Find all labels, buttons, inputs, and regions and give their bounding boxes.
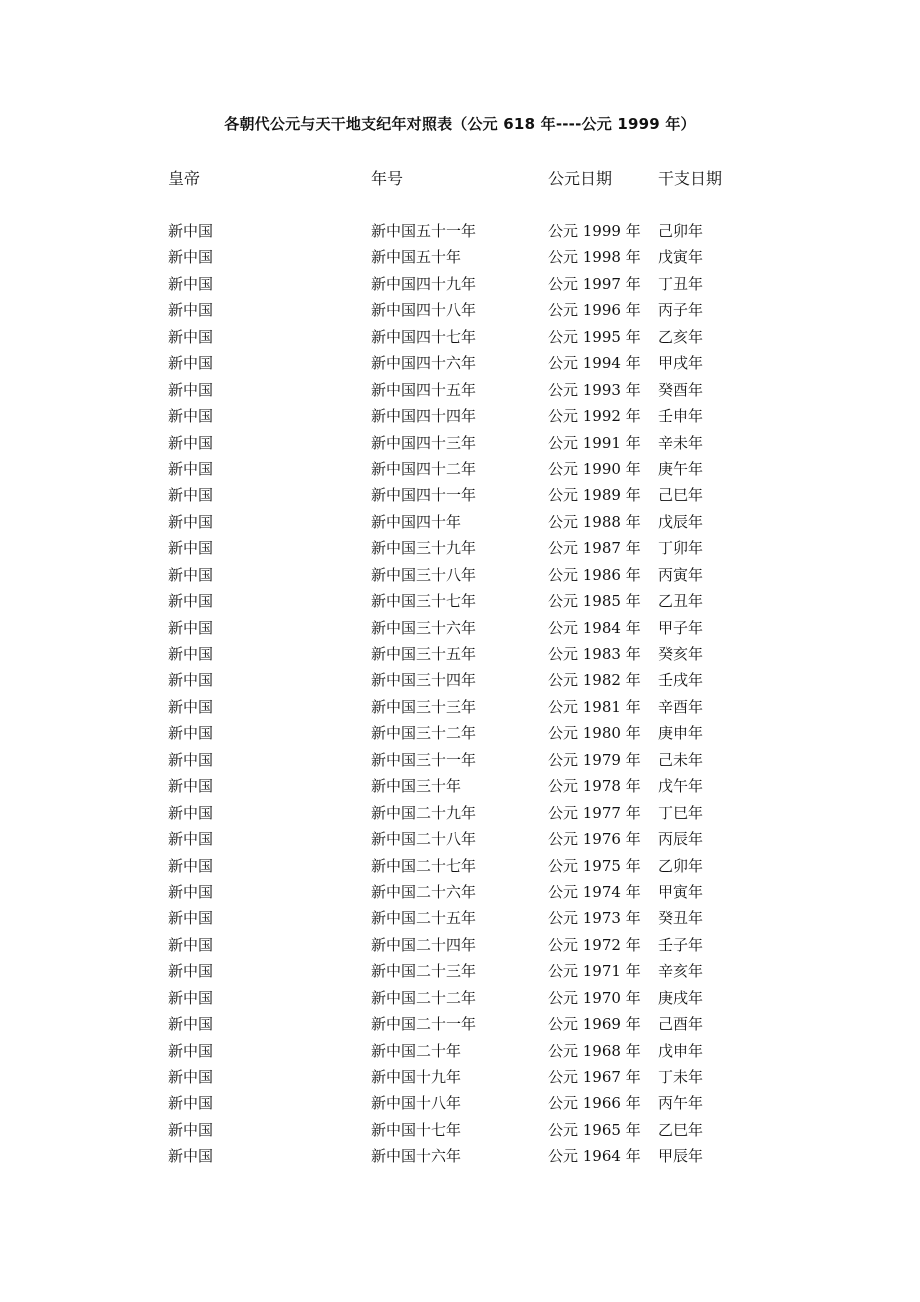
cell-ganzhi: 丁卯年 bbox=[658, 539, 704, 558]
cell-era: 新中国三十七年 bbox=[371, 592, 477, 611]
cell-emperor: 新中国 bbox=[168, 988, 214, 1007]
cell-emperor: 新中国 bbox=[168, 539, 214, 558]
cell-era: 新中国二十七年 bbox=[371, 856, 477, 875]
table-row bbox=[0, 1066, 920, 1092]
cell-emperor: 新中国 bbox=[168, 1120, 214, 1139]
table-row bbox=[0, 246, 920, 272]
cell-ganzhi: 甲子年 bbox=[658, 618, 704, 637]
cell-emperor: 新中国 bbox=[168, 1041, 214, 1060]
cell-era: 新中国四十五年 bbox=[371, 380, 477, 399]
cell-ganzhi: 戊辰年 bbox=[658, 512, 704, 531]
cell-ganzhi: 己酉年 bbox=[658, 1015, 704, 1034]
table-row bbox=[0, 987, 920, 1013]
cell-gregorian: 公元 1968 年 bbox=[548, 1041, 641, 1060]
cell-ganzhi: 戊寅年 bbox=[658, 248, 704, 267]
table-row bbox=[0, 405, 920, 431]
cell-emperor: 新中国 bbox=[168, 750, 214, 769]
cell-emperor: 新中国 bbox=[168, 354, 214, 373]
cell-era: 新中国三十一年 bbox=[371, 750, 477, 769]
cell-era: 新中国四十六年 bbox=[371, 354, 477, 373]
cell-ganzhi: 乙丑年 bbox=[658, 592, 704, 611]
table-row bbox=[0, 881, 920, 907]
cell-era: 新中国四十八年 bbox=[371, 301, 477, 320]
cell-emperor: 新中国 bbox=[168, 274, 214, 293]
cell-emperor: 新中国 bbox=[168, 803, 214, 822]
table-row bbox=[0, 590, 920, 616]
cell-era: 新中国四十三年 bbox=[371, 433, 477, 452]
cell-gregorian: 公元 1978 年 bbox=[548, 777, 641, 796]
cell-gregorian: 公元 1967 年 bbox=[548, 1068, 641, 1086]
table-row bbox=[0, 828, 920, 854]
table-row bbox=[0, 1119, 920, 1145]
cell-gregorian: 公元 1997 年 bbox=[548, 274, 641, 293]
cell-emperor: 新中国 bbox=[168, 645, 214, 663]
cell-era: 新中国二十二年 bbox=[371, 988, 477, 1007]
table-row bbox=[0, 907, 920, 933]
cell-emperor: 新中国 bbox=[168, 486, 214, 505]
cell-emperor: 新中国 bbox=[168, 380, 214, 399]
cell-era: 新中国十八年 bbox=[371, 1094, 462, 1113]
cell-emperor: 新中国 bbox=[168, 248, 214, 267]
cell-gregorian: 公元 1991 年 bbox=[548, 433, 641, 452]
table-row bbox=[0, 1013, 920, 1039]
cell-era: 新中国二十一年 bbox=[371, 1015, 477, 1034]
cell-era: 新中国四十一年 bbox=[371, 486, 477, 505]
table-row bbox=[0, 326, 920, 352]
table-header bbox=[0, 166, 920, 188]
cell-emperor: 新中国 bbox=[168, 830, 214, 849]
cell-gregorian: 公元 1987 年 bbox=[548, 539, 641, 558]
cell-ganzhi: 辛亥年 bbox=[658, 962, 704, 981]
cell-era: 新中国二十三年 bbox=[371, 962, 477, 981]
table-row bbox=[0, 299, 920, 325]
cell-era: 新中国十六年 bbox=[371, 1147, 462, 1166]
cell-era: 新中国四十年 bbox=[371, 512, 462, 531]
cell-emperor: 新中国 bbox=[168, 459, 214, 478]
cell-emperor: 新中国 bbox=[168, 856, 214, 875]
cell-ganzhi: 丁丑年 bbox=[658, 274, 704, 293]
table-row bbox=[0, 669, 920, 695]
cell-gregorian: 公元 1988 年 bbox=[548, 512, 641, 531]
table-row bbox=[0, 458, 920, 484]
cell-gregorian: 公元 1995 年 bbox=[548, 327, 641, 346]
cell-emperor: 新中国 bbox=[168, 565, 214, 584]
table-row bbox=[0, 352, 920, 378]
cell-gregorian: 公元 1972 年 bbox=[548, 935, 641, 954]
cell-gregorian: 公元 1989 年 bbox=[548, 486, 641, 505]
cell-emperor: 新中国 bbox=[168, 592, 214, 611]
cell-gregorian: 公元 1992 年 bbox=[548, 407, 641, 426]
table-row bbox=[0, 220, 920, 246]
cell-era: 新中国二十五年 bbox=[371, 909, 477, 928]
table-row bbox=[0, 722, 920, 748]
table-row bbox=[0, 643, 920, 669]
cell-gregorian: 公元 1964 年 bbox=[548, 1147, 641, 1166]
cell-emperor: 新中国 bbox=[168, 777, 214, 796]
table-row bbox=[0, 564, 920, 590]
cell-gregorian: 公元 1965 年 bbox=[548, 1120, 641, 1139]
cell-gregorian: 公元 1982 年 bbox=[548, 671, 641, 690]
table-row bbox=[0, 934, 920, 960]
cell-ganzhi: 丙子年 bbox=[658, 301, 704, 320]
cell-era: 新中国二十九年 bbox=[371, 803, 477, 822]
table-row bbox=[0, 432, 920, 458]
cell-gregorian: 公元 1970 年 bbox=[548, 988, 641, 1007]
cell-gregorian: 公元 1998 年 bbox=[548, 248, 641, 267]
table-row bbox=[0, 511, 920, 537]
cell-gregorian: 公元 1973 年 bbox=[548, 909, 641, 928]
cell-gregorian: 公元 1983 年 bbox=[548, 645, 641, 663]
table-row bbox=[0, 696, 920, 722]
cell-gregorian: 公元 1969 年 bbox=[548, 1015, 641, 1034]
table-row bbox=[0, 273, 920, 299]
cell-era: 新中国十七年 bbox=[371, 1120, 462, 1139]
cell-gregorian: 公元 1994 年 bbox=[548, 354, 641, 373]
cell-ganzhi: 庚午年 bbox=[658, 459, 704, 478]
cell-ganzhi: 乙亥年 bbox=[658, 327, 704, 346]
table-row bbox=[0, 1145, 920, 1171]
cell-era: 新中国二十八年 bbox=[371, 830, 477, 849]
cell-ganzhi: 己卯年 bbox=[658, 222, 704, 240]
header-emperor: 皇帝 bbox=[168, 169, 201, 188]
cell-ganzhi: 壬子年 bbox=[658, 935, 704, 954]
table-row bbox=[0, 484, 920, 510]
cell-ganzhi: 丙午年 bbox=[658, 1094, 704, 1113]
table-row bbox=[0, 802, 920, 828]
cell-ganzhi: 壬戌年 bbox=[658, 671, 704, 690]
cell-era: 新中国五十年 bbox=[371, 248, 462, 267]
cell-era: 新中国二十年 bbox=[371, 1041, 462, 1060]
cell-ganzhi: 庚戌年 bbox=[658, 988, 704, 1007]
cell-ganzhi: 甲戌年 bbox=[658, 354, 704, 373]
cell-era: 新中国三十二年 bbox=[371, 724, 477, 743]
cell-emperor: 新中国 bbox=[168, 697, 214, 716]
cell-gregorian: 公元 1986 年 bbox=[548, 565, 641, 584]
cell-ganzhi: 丙辰年 bbox=[658, 830, 704, 849]
cell-ganzhi: 壬申年 bbox=[658, 407, 704, 426]
cell-ganzhi: 己巳年 bbox=[658, 486, 704, 505]
cell-emperor: 新中国 bbox=[168, 618, 214, 637]
header-ganzhi: 干支日期 bbox=[658, 169, 723, 188]
cell-era: 新中国四十二年 bbox=[371, 459, 477, 478]
cell-emperor: 新中国 bbox=[168, 935, 214, 954]
cell-emperor: 新中国 bbox=[168, 407, 214, 426]
cell-gregorian: 公元 1974 年 bbox=[548, 882, 641, 901]
cell-ganzhi: 庚申年 bbox=[658, 724, 704, 743]
header-gregorian: 公元日期 bbox=[548, 169, 613, 188]
cell-gregorian: 公元 1980 年 bbox=[548, 724, 641, 743]
cell-ganzhi: 癸酉年 bbox=[658, 380, 704, 399]
cell-ganzhi: 乙巳年 bbox=[658, 1120, 704, 1139]
table-row bbox=[0, 617, 920, 643]
cell-gregorian: 公元 1981 年 bbox=[548, 697, 641, 716]
cell-era: 新中国三十九年 bbox=[371, 539, 477, 558]
table-row bbox=[0, 1092, 920, 1118]
cell-emperor: 新中国 bbox=[168, 301, 214, 320]
table-row bbox=[0, 1040, 920, 1066]
cell-era: 新中国五十一年 bbox=[371, 222, 477, 240]
cell-gregorian: 公元 1985 年 bbox=[548, 592, 641, 611]
cell-ganzhi: 甲寅年 bbox=[658, 882, 704, 901]
cell-gregorian: 公元 1966 年 bbox=[548, 1094, 641, 1113]
cell-gregorian: 公元 1993 年 bbox=[548, 380, 641, 399]
cell-gregorian: 公元 1976 年 bbox=[548, 830, 641, 849]
table-row bbox=[0, 960, 920, 986]
cell-era: 新中国二十六年 bbox=[371, 882, 477, 901]
cell-era: 新中国三十三年 bbox=[371, 697, 477, 716]
cell-emperor: 新中国 bbox=[168, 1068, 214, 1086]
table-body bbox=[0, 220, 920, 1172]
cell-ganzhi: 辛未年 bbox=[658, 433, 704, 452]
cell-gregorian: 公元 1984 年 bbox=[548, 618, 641, 637]
cell-ganzhi: 辛酉年 bbox=[658, 697, 704, 716]
cell-gregorian: 公元 1996 年 bbox=[548, 301, 641, 320]
cell-ganzhi: 丁未年 bbox=[658, 1068, 704, 1086]
cell-era: 新中国三十六年 bbox=[371, 618, 477, 637]
cell-emperor: 新中国 bbox=[168, 909, 214, 928]
cell-ganzhi: 戊午年 bbox=[658, 777, 704, 796]
cell-gregorian: 公元 1990 年 bbox=[548, 459, 641, 478]
cell-ganzhi: 癸丑年 bbox=[658, 909, 704, 928]
document-title: 各朝代公元与天干地支纪年对照表（公元 618 年----公元 1999 年） bbox=[224, 115, 696, 133]
cell-emperor: 新中国 bbox=[168, 882, 214, 901]
table-row bbox=[0, 775, 920, 801]
cell-era: 新中国三十五年 bbox=[371, 645, 477, 663]
cell-era: 新中国三十八年 bbox=[371, 565, 477, 584]
cell-emperor: 新中国 bbox=[168, 433, 214, 452]
cell-emperor: 新中国 bbox=[168, 1015, 214, 1034]
cell-gregorian: 公元 1975 年 bbox=[548, 856, 641, 875]
cell-emperor: 新中国 bbox=[168, 962, 214, 981]
table-row bbox=[0, 379, 920, 405]
cell-emperor: 新中国 bbox=[168, 512, 214, 531]
cell-era: 新中国四十七年 bbox=[371, 327, 477, 346]
table-row bbox=[0, 749, 920, 775]
table-row bbox=[0, 855, 920, 881]
cell-emperor: 新中国 bbox=[168, 1094, 214, 1113]
cell-gregorian: 公元 1977 年 bbox=[548, 803, 641, 822]
header-era: 年号 bbox=[371, 169, 404, 188]
cell-ganzhi: 癸亥年 bbox=[658, 645, 704, 663]
cell-era: 新中国四十四年 bbox=[371, 407, 477, 426]
cell-emperor: 新中国 bbox=[168, 671, 214, 690]
cell-ganzhi: 乙卯年 bbox=[658, 856, 704, 875]
cell-era: 新中国四十九年 bbox=[371, 274, 477, 293]
cell-gregorian: 公元 1999 年 bbox=[548, 222, 641, 240]
cell-emperor: 新中国 bbox=[168, 724, 214, 743]
cell-era: 新中国二十四年 bbox=[371, 935, 477, 954]
cell-ganzhi: 己未年 bbox=[658, 750, 704, 769]
cell-emperor: 新中国 bbox=[168, 327, 214, 346]
cell-gregorian: 公元 1971 年 bbox=[548, 962, 641, 981]
cell-ganzhi: 甲辰年 bbox=[658, 1147, 704, 1166]
cell-era: 新中国三十年 bbox=[371, 777, 462, 796]
cell-emperor: 新中国 bbox=[168, 222, 214, 240]
cell-gregorian: 公元 1979 年 bbox=[548, 750, 641, 769]
table-row bbox=[0, 537, 920, 563]
cell-ganzhi: 丙寅年 bbox=[658, 565, 704, 584]
cell-emperor: 新中国 bbox=[168, 1147, 214, 1166]
cell-era: 新中国三十四年 bbox=[371, 671, 477, 690]
cell-ganzhi: 戊申年 bbox=[658, 1041, 704, 1060]
cell-ganzhi: 丁巳年 bbox=[658, 803, 704, 822]
cell-era: 新中国十九年 bbox=[371, 1068, 462, 1086]
